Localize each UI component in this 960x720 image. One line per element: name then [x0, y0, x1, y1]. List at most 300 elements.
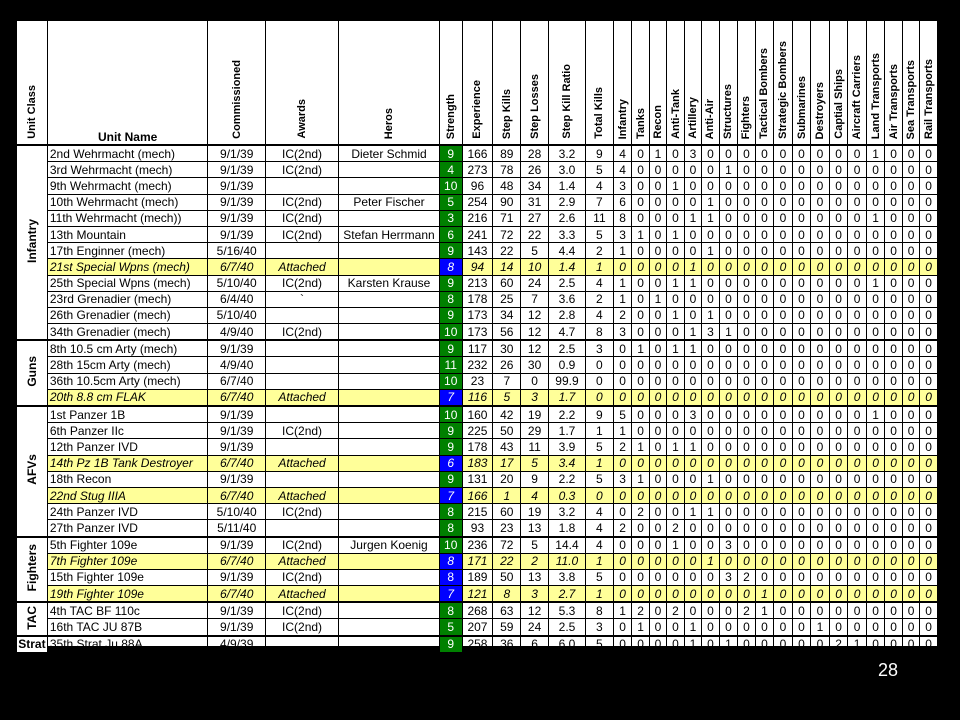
kill-count-cell: 3: [613, 471, 632, 487]
column-header: [493, 21, 521, 146]
column-header: [266, 21, 339, 146]
column-header-label: Structures: [722, 83, 735, 139]
step-losses-cell: 13: [521, 520, 549, 537]
kill-count-cell: 0: [902, 291, 919, 307]
step-kills-cell: 43: [493, 439, 521, 455]
kill-count-cell: 0: [811, 569, 830, 585]
kill-count-cell: 0: [667, 569, 684, 585]
experience-cell: 166: [462, 487, 493, 503]
experience-cell: 216: [462, 210, 493, 226]
kill-count-cell: 0: [920, 423, 938, 439]
column-header: [339, 21, 440, 146]
kill-count-cell: 0: [885, 210, 902, 226]
commissioned-cell: 9/1/39: [208, 471, 266, 487]
commissioned-cell: 9/1/39: [208, 406, 266, 423]
strength-cell: 8: [439, 291, 462, 307]
kill-count-cell: 0: [719, 520, 738, 537]
kill-count-cell: 0: [885, 357, 902, 373]
kill-count-cell: 0: [667, 357, 684, 373]
kill-count-cell: 0: [902, 602, 919, 619]
awards-cell: Attached: [266, 389, 339, 406]
kill-count-cell: 0: [719, 357, 738, 373]
kill-count-cell: 0: [649, 423, 666, 439]
kill-count-cell: 0: [719, 194, 738, 210]
awards-cell: IC(2nd): [266, 210, 339, 226]
kill-count-cell: 0: [719, 243, 738, 259]
kill-count-cell: 0: [792, 275, 811, 291]
kill-count-cell: 0: [920, 636, 938, 653]
kill-count-cell: 0: [738, 340, 755, 357]
kill-count-cell: 0: [866, 602, 885, 619]
kill-count-cell: 0: [632, 307, 649, 323]
step-losses-cell: 5: [521, 455, 549, 471]
kill-count-cell: 0: [684, 178, 701, 194]
kill-count-cell: 1: [613, 243, 632, 259]
kill-count-cell: 0: [829, 178, 848, 194]
strength-cell: 11: [439, 357, 462, 373]
kill-count-cell: 0: [667, 636, 684, 653]
step-losses-cell: 30: [521, 357, 549, 373]
kill-count-cell: 0: [920, 619, 938, 636]
kill-count-cell: 1: [866, 210, 885, 226]
step-kills-cell: 50: [493, 569, 521, 585]
kill-count-cell: 0: [774, 373, 793, 389]
kill-count-cell: 1: [684, 619, 701, 636]
kill-count-cell: 0: [920, 537, 938, 554]
total-kills-cell: 3: [586, 340, 614, 357]
step-kill-ratio-cell: 5.3: [548, 602, 585, 619]
commissioned-cell: 6/7/40: [208, 373, 266, 389]
kill-count-cell: 0: [738, 423, 755, 439]
kill-count-cell: 1: [811, 619, 830, 636]
total-kills-cell: 11: [586, 210, 614, 226]
kill-count-cell: 0: [848, 307, 867, 323]
kill-count-cell: 1: [702, 553, 719, 569]
kill-count-cell: 0: [684, 389, 701, 406]
table-row: [17, 275, 938, 291]
step-kills-cell: 50: [493, 423, 521, 439]
kill-count-cell: 3: [613, 178, 632, 194]
kill-count-cell: 2: [829, 636, 848, 653]
total-kills-cell: 0: [586, 389, 614, 406]
experience-cell: 207: [462, 619, 493, 636]
kill-count-cell: 0: [848, 553, 867, 569]
kill-count-cell: 0: [738, 586, 755, 603]
kill-count-cell: 0: [920, 357, 938, 373]
awards-cell: Attached: [266, 259, 339, 275]
kill-count-cell: 0: [667, 194, 684, 210]
step-kills-cell: 71: [493, 210, 521, 226]
kill-count-cell: 1: [719, 324, 738, 341]
kill-count-cell: 0: [684, 162, 701, 178]
kill-count-cell: 0: [848, 423, 867, 439]
kill-count-cell: 0: [920, 210, 938, 226]
kill-count-cell: 0: [829, 307, 848, 323]
column-header-label: Submarines: [795, 76, 808, 139]
step-kill-ratio-cell: 2.5: [548, 275, 585, 291]
experience-cell: 93: [462, 520, 493, 537]
kill-count-cell: 0: [792, 307, 811, 323]
step-kills-cell: 63: [493, 602, 521, 619]
kill-count-cell: 0: [684, 455, 701, 471]
page-number: 28: [878, 660, 899, 680]
unit-name-cell: 9th Wehrmacht (mech): [47, 178, 208, 194]
kill-count-cell: 0: [649, 210, 666, 226]
heros-cell: [339, 373, 440, 389]
kill-count-cell: 0: [738, 455, 755, 471]
kill-count-cell: 0: [632, 569, 649, 585]
experience-cell: 213: [462, 275, 493, 291]
kill-count-cell: 0: [702, 537, 719, 554]
kill-count-cell: 0: [829, 243, 848, 259]
step-kill-ratio-cell: 2.2: [548, 406, 585, 423]
unit-name-cell: 1st Panzer 1B: [47, 406, 208, 423]
step-losses-cell: 12: [521, 602, 549, 619]
strength-cell: 10: [439, 406, 462, 423]
column-header: [462, 21, 493, 146]
kill-count-cell: 0: [632, 537, 649, 554]
table-row: [17, 243, 938, 259]
table-row: [17, 178, 938, 194]
kill-count-cell: 0: [792, 619, 811, 636]
kill-count-cell: 0: [755, 487, 774, 503]
awards-cell: [266, 439, 339, 455]
kill-count-cell: 0: [774, 487, 793, 503]
kill-count-cell: 0: [702, 423, 719, 439]
experience-cell: 254: [462, 194, 493, 210]
kill-count-cell: 1: [702, 504, 719, 520]
kill-count-cell: 0: [684, 423, 701, 439]
kill-count-cell: 0: [792, 586, 811, 603]
table-row: [17, 340, 938, 357]
kill-count-cell: 1: [719, 162, 738, 178]
kill-count-cell: 0: [848, 471, 867, 487]
step-kills-cell: 89: [493, 145, 521, 162]
kill-count-cell: 0: [792, 439, 811, 455]
heros-cell: Karsten Krause: [339, 275, 440, 291]
kill-count-cell: 0: [866, 487, 885, 503]
kill-count-cell: 0: [829, 423, 848, 439]
kill-count-cell: 2: [632, 602, 649, 619]
kill-count-cell: 0: [649, 537, 666, 554]
kill-count-cell: 0: [702, 455, 719, 471]
column-header-label: Step Kills: [500, 88, 513, 139]
kill-count-cell: 0: [792, 373, 811, 389]
step-losses-cell: 2: [521, 553, 549, 569]
kill-count-cell: 0: [774, 423, 793, 439]
total-kills-cell: 4: [586, 307, 614, 323]
kill-count-cell: 0: [866, 423, 885, 439]
step-kill-ratio-cell: 2.5: [548, 340, 585, 357]
kill-count-cell: 0: [702, 569, 719, 585]
step-losses-cell: 34: [521, 178, 549, 194]
kill-count-cell: 0: [848, 357, 867, 373]
strength-cell: 9: [439, 423, 462, 439]
step-losses-cell: 5: [521, 243, 549, 259]
kill-count-cell: 1: [848, 636, 867, 653]
kill-count-cell: 0: [649, 259, 666, 275]
experience-cell: 173: [462, 307, 493, 323]
table-row: [17, 455, 938, 471]
kill-count-cell: 0: [613, 553, 632, 569]
kill-count-cell: 0: [632, 243, 649, 259]
column-header-label: Infantry: [616, 98, 629, 139]
kill-count-cell: 0: [866, 569, 885, 585]
strength-cell: 7: [439, 586, 462, 603]
kill-count-cell: 0: [848, 619, 867, 636]
kill-count-cell: 0: [811, 340, 830, 357]
kill-count-cell: 1: [755, 586, 774, 603]
unit-name-cell: 7th Fighter 109e: [47, 553, 208, 569]
kill-count-cell: 0: [613, 537, 632, 554]
step-losses-cell: 19: [521, 504, 549, 520]
kill-count-cell: 0: [920, 324, 938, 341]
kill-count-cell: 0: [702, 145, 719, 162]
kill-count-cell: 0: [811, 406, 830, 423]
kill-count-cell: 0: [829, 259, 848, 275]
heros-cell: [339, 291, 440, 307]
total-kills-cell: 4: [586, 504, 614, 520]
column-header-label: Rail Transports: [922, 58, 935, 139]
kill-count-cell: 0: [632, 210, 649, 226]
kill-count-cell: 0: [792, 423, 811, 439]
step-kills-cell: 90: [493, 194, 521, 210]
table-row: [17, 602, 938, 619]
step-kill-ratio-cell: 4.7: [548, 324, 585, 341]
step-kills-cell: 78: [493, 162, 521, 178]
kill-count-cell: 0: [649, 455, 666, 471]
unit-class-cell: [17, 636, 48, 653]
kill-count-cell: 0: [719, 340, 738, 357]
kill-count-cell: 0: [684, 373, 701, 389]
kill-count-cell: 0: [684, 307, 701, 323]
strength-cell: 8: [439, 259, 462, 275]
kill-count-cell: 0: [792, 520, 811, 537]
step-losses-cell: 0: [521, 373, 549, 389]
kill-count-cell: 0: [702, 439, 719, 455]
kill-count-cell: 0: [738, 178, 755, 194]
kill-count-cell: 0: [774, 520, 793, 537]
heros-cell: [339, 243, 440, 259]
kill-count-cell: 0: [902, 194, 919, 210]
kill-count-cell: 0: [719, 307, 738, 323]
step-kill-ratio-cell: 1.4: [548, 178, 585, 194]
kill-count-cell: 1: [667, 537, 684, 554]
step-losses-cell: 3: [521, 586, 549, 603]
kill-count-cell: 0: [613, 487, 632, 503]
table-row: [17, 210, 938, 226]
column-header: [667, 21, 684, 146]
kill-count-cell: 0: [885, 537, 902, 554]
kill-count-cell: 0: [902, 406, 919, 423]
kill-count-cell: 0: [792, 553, 811, 569]
kill-count-cell: 0: [649, 373, 666, 389]
kill-count-cell: 0: [811, 373, 830, 389]
kill-count-cell: 0: [829, 487, 848, 503]
experience-cell: 171: [462, 553, 493, 569]
kill-count-cell: 0: [684, 553, 701, 569]
kill-count-cell: 0: [902, 586, 919, 603]
column-header-label: Anti-Air: [704, 98, 717, 139]
kill-count-cell: 0: [885, 569, 902, 585]
unit-name-cell: 18th Recon: [47, 471, 208, 487]
kill-count-cell: 0: [920, 145, 938, 162]
kill-count-cell: 0: [866, 340, 885, 357]
kill-count-cell: 0: [613, 259, 632, 275]
awards-cell: IC(2nd): [266, 145, 339, 162]
kill-count-cell: 0: [866, 520, 885, 537]
experience-cell: 173: [462, 324, 493, 341]
step-losses-cell: 22: [521, 226, 549, 242]
step-kills-cell: 42: [493, 406, 521, 423]
heros-cell: [339, 504, 440, 520]
kill-count-cell: 0: [792, 406, 811, 423]
kill-count-cell: 0: [811, 602, 830, 619]
heros-cell: [339, 471, 440, 487]
kill-count-cell: 0: [829, 194, 848, 210]
kill-count-cell: 0: [848, 324, 867, 341]
kill-count-cell: 0: [774, 324, 793, 341]
commissioned-cell: 5/10/40: [208, 504, 266, 520]
heros-cell: [339, 162, 440, 178]
kill-count-cell: 0: [848, 275, 867, 291]
kill-count-cell: 0: [702, 259, 719, 275]
commissioned-cell: 4/9/40: [208, 324, 266, 341]
kill-count-cell: 0: [902, 307, 919, 323]
kill-count-cell: 0: [719, 226, 738, 242]
kill-count-cell: 0: [885, 162, 902, 178]
column-header: [439, 21, 462, 146]
kill-count-cell: 0: [811, 537, 830, 554]
kill-count-cell: 0: [811, 226, 830, 242]
heros-cell: Peter Fischer: [339, 194, 440, 210]
step-kill-ratio-cell: 1.7: [548, 423, 585, 439]
heros-cell: [339, 439, 440, 455]
kill-count-cell: 0: [848, 455, 867, 471]
kill-count-cell: 0: [702, 291, 719, 307]
step-losses-cell: 4: [521, 487, 549, 503]
awards-cell: IC(2nd): [266, 619, 339, 636]
column-header: [649, 21, 666, 146]
kill-count-cell: 0: [702, 586, 719, 603]
kill-count-cell: 3: [702, 324, 719, 341]
step-losses-cell: 11: [521, 439, 549, 455]
unit-class-cell: [17, 145, 48, 340]
kill-count-cell: 0: [719, 602, 738, 619]
unit-class-cell: [17, 537, 48, 603]
kill-count-cell: 0: [702, 619, 719, 636]
step-kill-ratio-cell: 2.9: [548, 194, 585, 210]
kill-count-cell: 0: [702, 602, 719, 619]
commissioned-cell: 9/1/39: [208, 178, 266, 194]
unit-name-cell: 23rd Grenadier (mech): [47, 291, 208, 307]
step-kill-ratio-cell: 3.4: [548, 455, 585, 471]
kill-count-cell: 2: [613, 307, 632, 323]
strength-cell: 9: [439, 439, 462, 455]
unit-class-cell: [17, 406, 48, 537]
kill-count-cell: 0: [632, 487, 649, 503]
kill-count-cell: 0: [774, 537, 793, 554]
heros-cell: [339, 406, 440, 423]
kill-count-cell: 0: [649, 324, 666, 341]
unit-name-cell: 6th Panzer IIc: [47, 423, 208, 439]
kill-count-cell: 0: [719, 275, 738, 291]
strength-cell: 8: [439, 520, 462, 537]
kill-count-cell: 0: [774, 243, 793, 259]
kill-count-cell: 0: [811, 291, 830, 307]
table-body: [17, 145, 938, 652]
column-header-label: Anti-Tank: [669, 89, 682, 139]
unit-name-cell: 19th Fighter 109e: [47, 586, 208, 603]
kill-count-cell: 0: [848, 537, 867, 554]
kill-count-cell: 0: [613, 455, 632, 471]
kill-count-cell: 0: [848, 586, 867, 603]
kill-count-cell: 1: [632, 471, 649, 487]
kill-count-cell: 0: [885, 406, 902, 423]
total-kills-cell: 1: [586, 423, 614, 439]
kill-count-cell: 0: [885, 423, 902, 439]
awards-cell: [266, 406, 339, 423]
kill-count-cell: 0: [829, 275, 848, 291]
kill-count-cell: 0: [738, 389, 755, 406]
experience-cell: 116: [462, 389, 493, 406]
kill-count-cell: 0: [920, 340, 938, 357]
unit-name-cell: 12th Panzer IVD: [47, 439, 208, 455]
kill-count-cell: 0: [719, 439, 738, 455]
kill-count-cell: 1: [667, 307, 684, 323]
awards-cell: IC(2nd): [266, 226, 339, 242]
kill-count-cell: 0: [738, 487, 755, 503]
kill-count-cell: 0: [613, 569, 632, 585]
kill-count-cell: 0: [848, 194, 867, 210]
kill-count-cell: 0: [885, 340, 902, 357]
kill-count-cell: 0: [719, 423, 738, 439]
awards-cell: [266, 520, 339, 537]
kill-count-cell: 0: [866, 471, 885, 487]
kill-count-cell: 0: [702, 487, 719, 503]
column-header-label: Unit Class: [25, 85, 38, 139]
kill-count-cell: 0: [667, 373, 684, 389]
experience-cell: 178: [462, 291, 493, 307]
kill-count-cell: 3: [613, 324, 632, 341]
experience-cell: 236: [462, 537, 493, 554]
column-header-label: Fighters: [740, 95, 753, 139]
kill-count-cell: 0: [649, 619, 666, 636]
kill-count-cell: 0: [702, 226, 719, 242]
kill-count-cell: 1: [613, 602, 632, 619]
strength-cell: 7: [439, 389, 462, 406]
awards-cell: [266, 357, 339, 373]
kill-count-cell: 0: [774, 291, 793, 307]
kill-count-cell: 1: [667, 226, 684, 242]
total-kills-cell: 3: [586, 619, 614, 636]
kill-count-cell: 0: [738, 259, 755, 275]
kill-count-cell: 0: [920, 406, 938, 423]
commissioned-cell: 5/10/40: [208, 307, 266, 323]
column-header: [613, 21, 632, 146]
commissioned-cell: 4/9/40: [208, 357, 266, 373]
kill-count-cell: 0: [866, 243, 885, 259]
kill-count-cell: 0: [738, 619, 755, 636]
kill-count-cell: 0: [920, 275, 938, 291]
heros-cell: [339, 423, 440, 439]
kill-count-cell: 0: [684, 537, 701, 554]
kill-count-cell: 0: [792, 324, 811, 341]
total-kills-cell: 4: [586, 275, 614, 291]
kill-count-cell: 0: [866, 504, 885, 520]
step-kill-ratio-cell: 2.2: [548, 471, 585, 487]
kill-count-cell: 0: [667, 243, 684, 259]
